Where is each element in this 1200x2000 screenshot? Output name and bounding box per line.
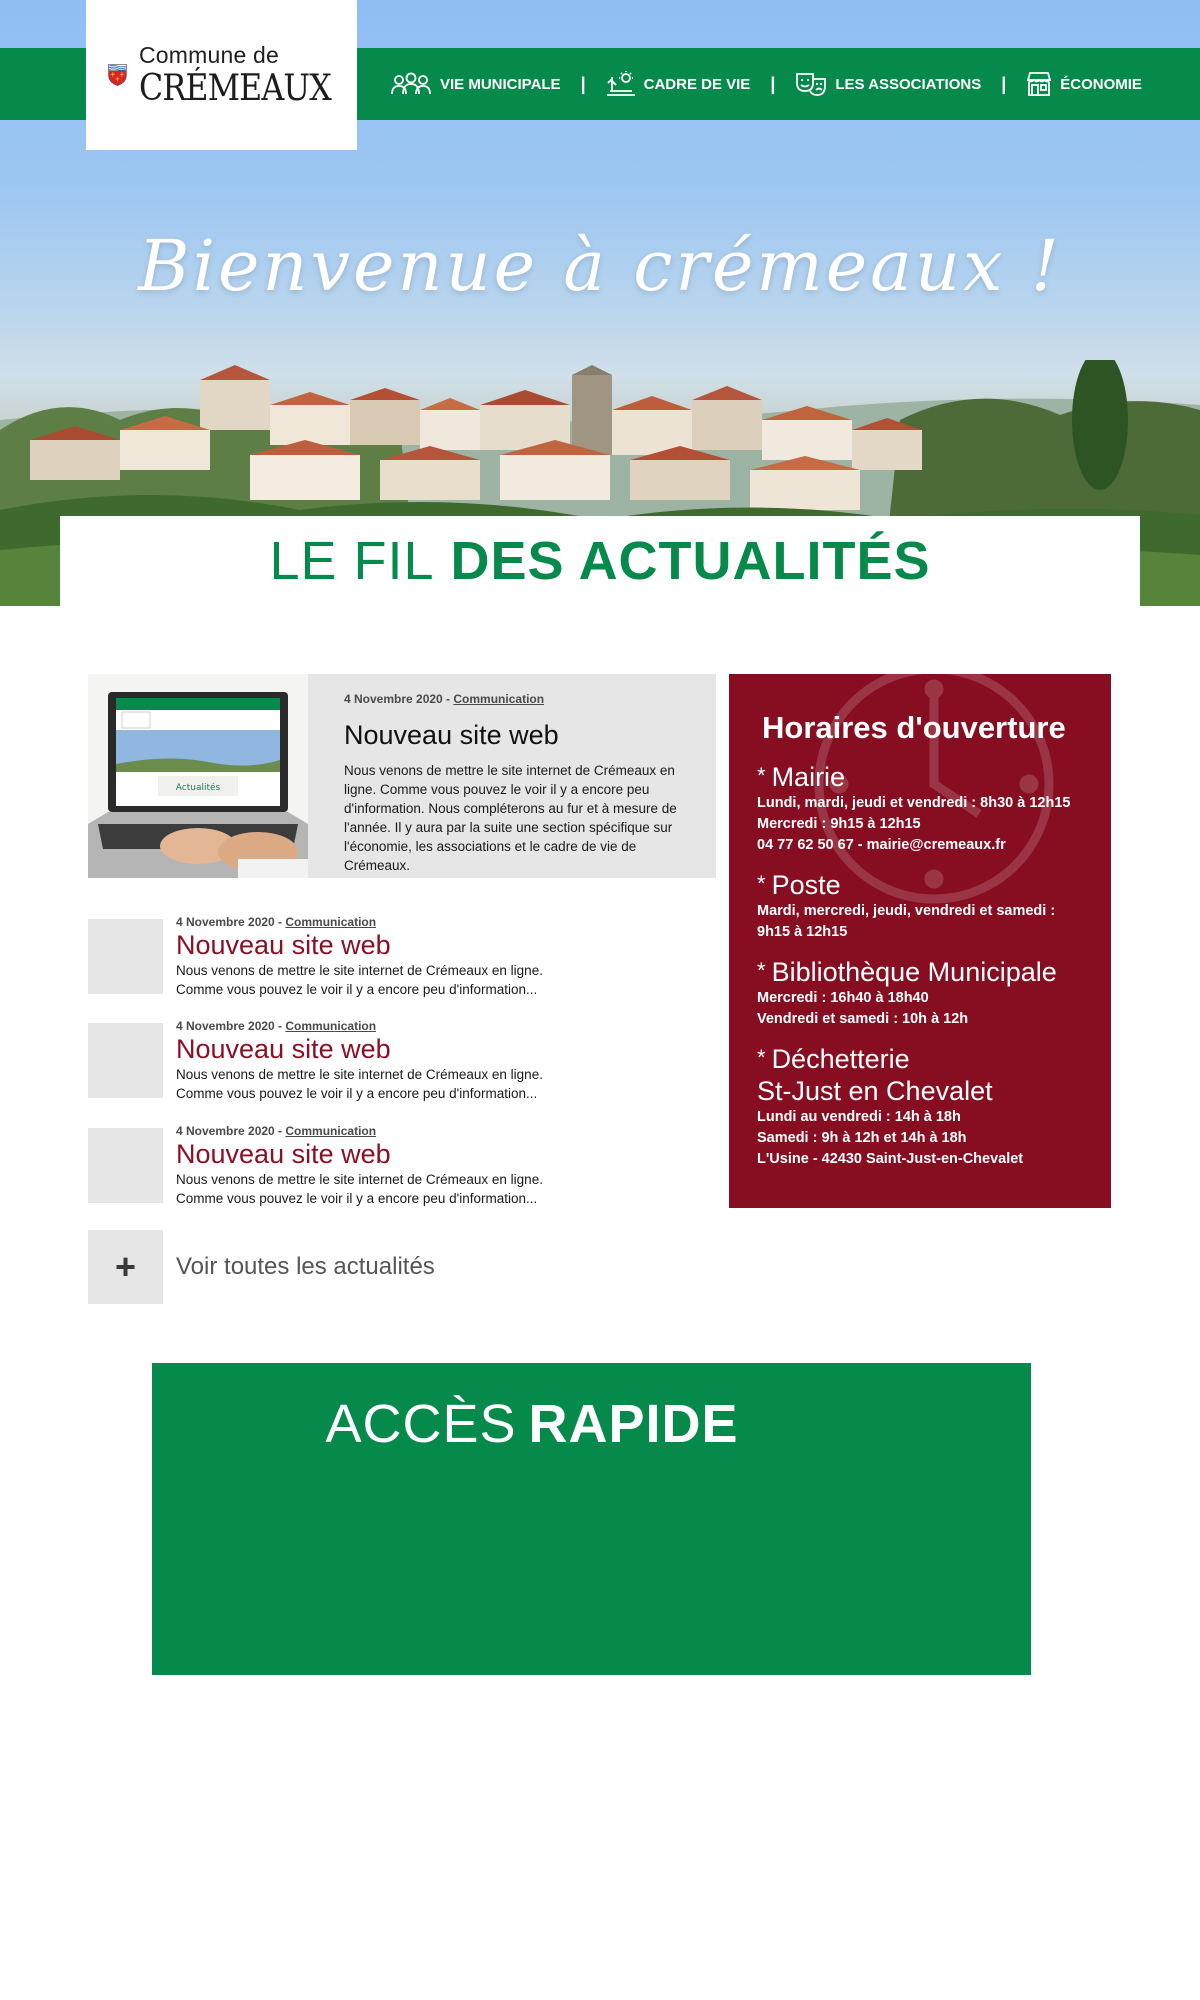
news-thumbnail (88, 919, 163, 994)
poste-hours-1: Mardi, mercredi, jeudi, vendredi et samedi : (757, 903, 1056, 919)
quick-title-light: ACCÈS (325, 1394, 517, 1454)
poste-heading (757, 868, 1091, 901)
poste-name: Poste (771, 870, 841, 900)
news-excerpt-2: Comme vous pouvez le voir il y a encore peu d'information... (176, 1191, 538, 1206)
news-category-link[interactable]: Communication (285, 1019, 377, 1033)
logo-line-2: CRÉMEAUX (138, 67, 331, 109)
news-section-title (60, 516, 1140, 606)
quick-title-bold: RAPIDE (528, 1394, 739, 1454)
nav-label: LES ASSOCIATIONS (835, 75, 982, 93)
news-excerpt-1: Nous venons de mettre le site internet de Crémeaux en ligne. (176, 1067, 543, 1082)
plus-icon: + (88, 1230, 163, 1304)
news-meta (176, 915, 543, 929)
news-meta (176, 1124, 543, 1138)
news-date: 4 Novembre 2020 - (176, 1124, 286, 1138)
mairie-name: Mairie (771, 762, 846, 792)
opening-hours-panel (729, 674, 1111, 1208)
news-thumbnail (88, 1128, 163, 1203)
featured-description: Nous venons de mettre le site internet de Crémeaux en ligne. Comme vous pouvez le voir il y a encore peu d'information. Nous compléterons au fur et à mesure de l'année. Il y aura par la suite une section spécifique sur l'économie, les associations et le cadre de vie de Crémeaux. (344, 763, 677, 873)
news-excerpt-1: Nous venons de mettre le site internet de Crémeaux en ligne. (176, 1172, 543, 1187)
nav-cadre-de-vie[interactable] (606, 71, 751, 97)
news-item[interactable] (88, 915, 716, 995)
news-item[interactable] (88, 1019, 716, 1099)
nav-separator: | (770, 73, 776, 94)
see-all-news-label: Voir toutes les actualités (176, 1253, 435, 1280)
nav-label: ÉCONOMIE (1060, 75, 1142, 93)
news-meta (176, 1019, 543, 1033)
star-icon: * (757, 1045, 766, 1070)
news-date: 4 Novembre 2020 - (176, 915, 286, 929)
quick-access-title (152, 1393, 912, 1455)
news-title[interactable]: Nouveau site web (176, 1139, 391, 1169)
nav-vie-municipale[interactable] (390, 72, 561, 96)
dechetterie-name: Déchetterie (771, 1044, 910, 1074)
hours-title: Horaires d'ouverture (762, 710, 1066, 745)
shop-icon (1026, 71, 1052, 97)
news-title[interactable]: Nouveau site web (176, 930, 391, 960)
nav-les-associations[interactable] (795, 71, 981, 97)
nav-separator: | (580, 73, 586, 94)
news-category-link[interactable]: Communication (285, 1124, 377, 1138)
news-title-bold: DES ACTUALITÉS (450, 531, 931, 591)
nav-separator: | (1001, 73, 1007, 94)
welcome-title: Bienvenue à crémeaux ! (138, 225, 1062, 307)
coat-of-arms-icon (108, 36, 127, 114)
main-nav (390, 48, 1142, 120)
featured-image-caption: Actualités (175, 783, 221, 793)
poste-hours-2: 9h15 à 12h15 (757, 924, 848, 940)
mairie-contact[interactable]: 04 77 62 50 67 - mairie@cremeaux.fr (757, 837, 1006, 853)
bibliotheque-hours-1: Mercredi : 16h40 à 18h40 (757, 990, 929, 1006)
dechetterie-hours-1: Lundi au vendredi : 14h à 18h (757, 1109, 961, 1125)
theater-masks-icon (795, 71, 827, 97)
see-all-news-button[interactable] (88, 1230, 435, 1304)
bibliotheque-name: Bibliothèque Municipale (771, 957, 1057, 987)
news-title-light: LE FIL (269, 531, 435, 591)
people-icon (390, 72, 432, 96)
featured-title[interactable]: Nouveau site web (344, 720, 559, 750)
news-category-link[interactable]: Communication (285, 915, 377, 929)
nav-label: CADRE DE VIE (643, 75, 751, 93)
news-excerpt-2: Comme vous pouvez le voir il y a encore peu d'information... (176, 982, 538, 997)
site-logo[interactable] (86, 0, 357, 150)
nav-economie[interactable] (1026, 71, 1142, 97)
dechetterie-heading (757, 1042, 1091, 1075)
featured-category-link[interactable]: Communication (453, 692, 545, 706)
quick-access-section (152, 1363, 1031, 1675)
dechetterie-location: St-Just en Chevalet (757, 1076, 993, 1106)
mairie-hours-2: Mercredi : 9h15 à 12h15 (757, 816, 921, 832)
featured-meta (344, 692, 702, 706)
dechetterie-hours-2: Samedi : 9h à 12h et 14h à 18h (757, 1130, 967, 1146)
news-excerpt-1: Nous venons de mettre le site internet de Crémeaux en ligne. (176, 963, 543, 978)
dechetterie-address: L'Usine - 42430 Saint-Just-en-Chevalet (757, 1151, 1024, 1167)
laptop-image (88, 674, 308, 878)
news-date: 4 Novembre 2020 - (176, 1019, 286, 1033)
star-icon: * (757, 958, 766, 983)
news-item[interactable] (88, 1124, 716, 1204)
news-thumbnail (88, 1023, 163, 1098)
logo-line-1: Commune de (138, 41, 280, 68)
bibliotheque-hours-2: Vendredi et samedi : 10h à 12h (757, 1011, 969, 1027)
featured-news-card[interactable] (88, 674, 716, 878)
star-icon: * (757, 763, 766, 788)
nav-label: VIE MUNICIPALE (440, 75, 561, 93)
mairie-hours-1: Lundi, mardi, jeudi et vendredi : 8h30 à 12h15 (757, 795, 1071, 811)
star-icon: * (757, 871, 766, 896)
featured-date: 4 Novembre 2020 - (344, 692, 454, 706)
news-title[interactable]: Nouveau site web (176, 1034, 391, 1064)
news-excerpt-2: Comme vous pouvez le voir il y a encore peu d'information... (176, 1086, 538, 1101)
bibliotheque-heading (757, 955, 1091, 988)
landscape-icon (606, 71, 636, 97)
mairie-heading (757, 760, 1091, 793)
